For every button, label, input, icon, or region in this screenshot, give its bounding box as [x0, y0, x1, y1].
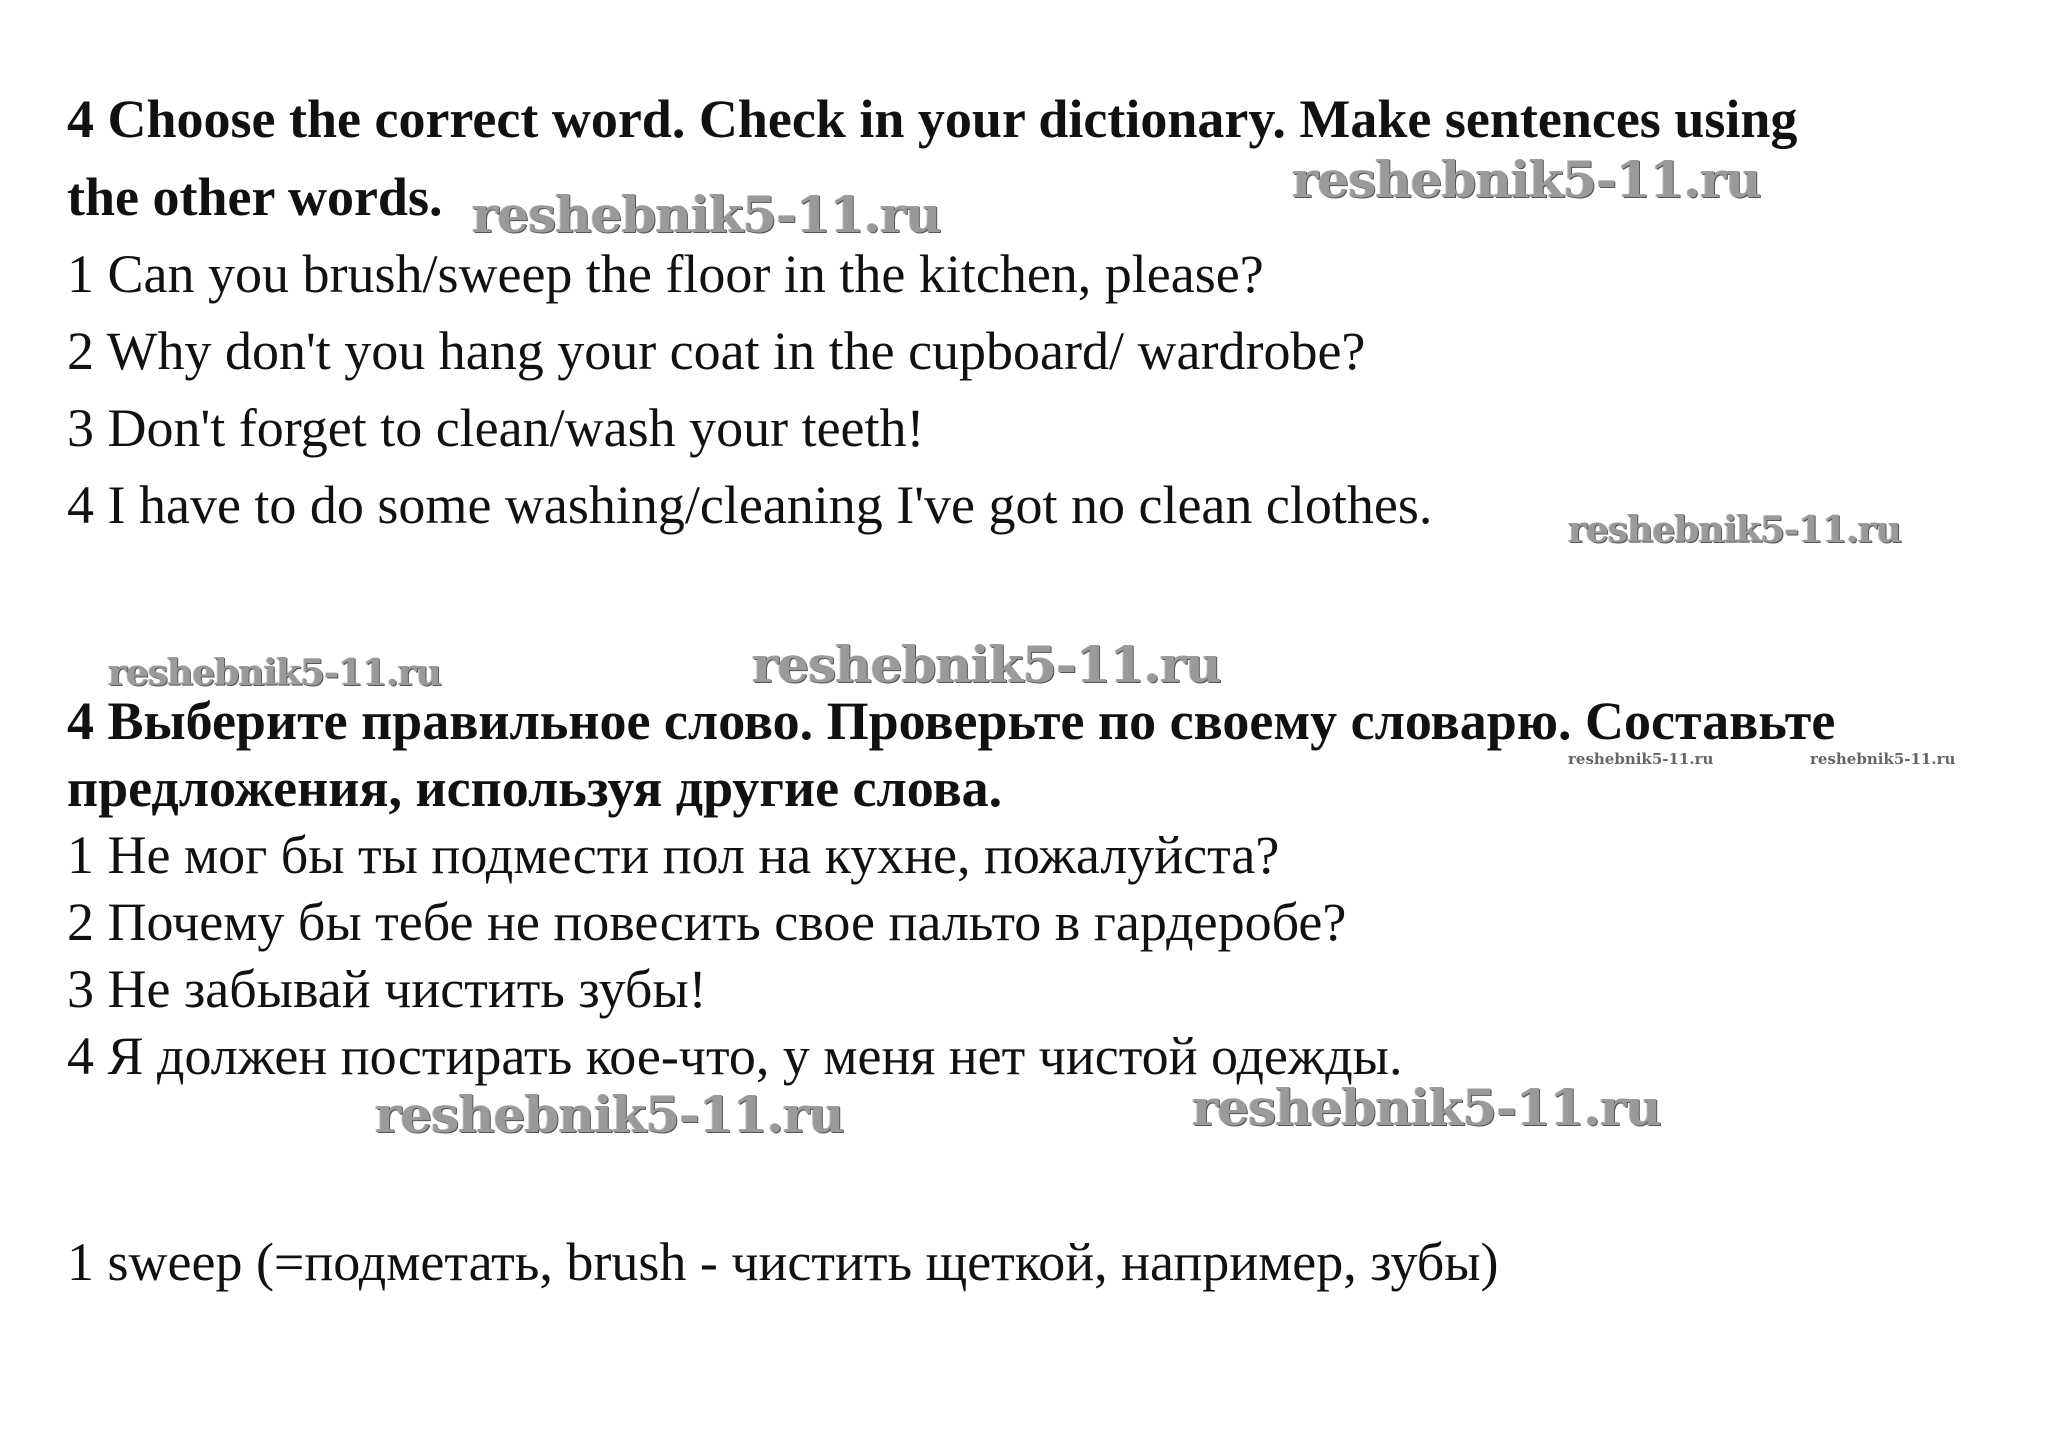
watermark: reshebnik5-11.ru [1568, 750, 1714, 768]
watermark: reshebnik5-11.ru [108, 652, 441, 694]
english-item-2: 2 Why don't you hang your coat in the cupboard/ wardrobe? [67, 321, 1366, 381]
watermark: reshebnik5-11.ru [472, 185, 941, 244]
answer-1: 1 sweep (=подметать, brush - чистить щеткой, например, зубы) [67, 1232, 1499, 1292]
russian-heading-line-2: предложения, используя другие слова. [67, 758, 1003, 818]
watermark: reshebnik5-11.ru [1192, 1078, 1661, 1137]
english-item-4: 4 I have to do some washing/cleaning I've got no clean clothes. [67, 475, 1433, 535]
watermark: reshebnik5-11.ru [1810, 750, 1956, 768]
english-heading-line-2: the other words. [67, 167, 443, 227]
russian-item-3: 3 Не забывай чистить зубы! [67, 959, 707, 1019]
russian-item-4: 4 Я должен постирать кое-что, у меня нет чистой одежды. [67, 1026, 1403, 1086]
watermark: reshebnik5-11.ru [1292, 150, 1761, 209]
english-item-1: 1 Can you brush/sweep the floor in the kitchen, please? [67, 244, 1264, 304]
russian-heading-line-1: 4 Выберите правильное слово. Проверьте по своему словарю. Составьте [67, 691, 1836, 751]
english-heading-line-1: 4 Choose the correct word. Check in your dictionary. Make sentences using [67, 89, 1798, 149]
english-item-3: 3 Don't forget to clean/wash your teeth! [67, 398, 925, 458]
watermark: reshebnik5-11.ru [752, 635, 1221, 694]
watermark: reshebnik5-11.ru [1568, 509, 1901, 551]
russian-item-1: 1 Не мог бы ты подмести пол на кухне, пожалуйста? [67, 825, 1280, 885]
watermark: reshebnik5-11.ru [375, 1085, 844, 1144]
russian-item-2: 2 Почему бы тебе не повесить свое пальто в гардеробе? [67, 892, 1347, 952]
